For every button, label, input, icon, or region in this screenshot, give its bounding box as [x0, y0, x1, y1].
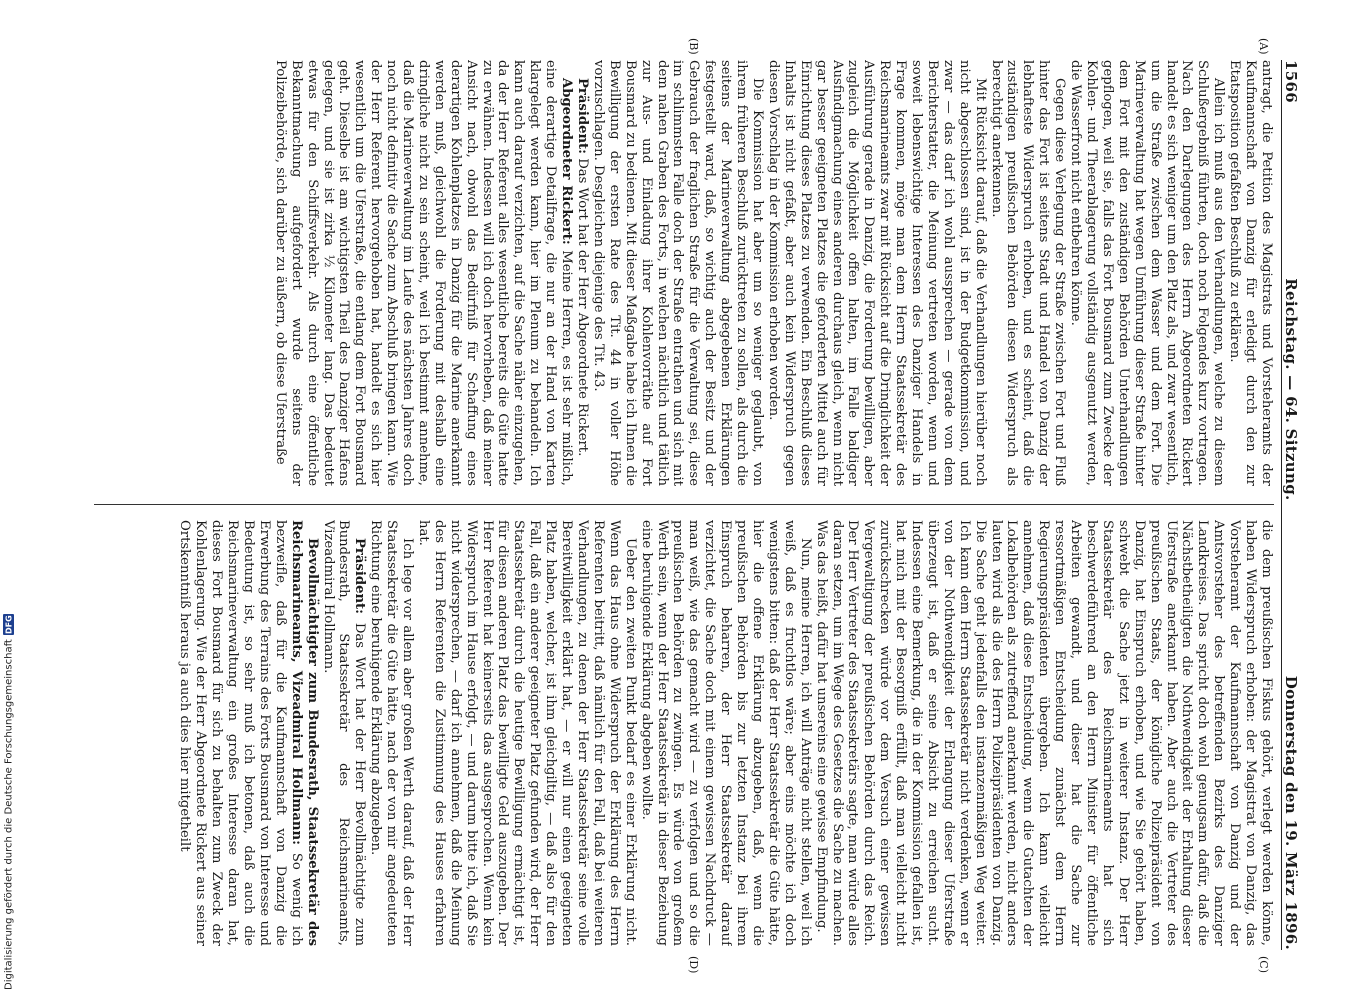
- margin-mark-b: (B): [687, 38, 700, 55]
- margin-mark-a: (A): [1257, 38, 1270, 55]
- text-paragraph: die dem preußischen Fiskus gehört, verlegt werden könne, haben Widerspruch erhoben: der Magistrat von Danzig, das Vorsteheramt der Kaufmannschaft von Danzig und der Amtsvorsteher des betreffenden Bezirks des Danziger Landkreises. Das spricht doch wohl genugsam dafür, daß die Nächstbetheiligten die Nothwendigkeit der Erhaltung dieser Uferstraße anerkannt haben. Aber auch die Vertreter des preußischen Staats, der königliche Polizeipräsident von Danzig, hat Einspruch erhoben, und wie Sie gehört haben, schwebt die Sache jetzt in weiterer Instanz. Der Herr Staatssekretär des Reichsmarineamts hat sich beschwerdeführend an den Herrn Minister für öffentliche Arbeiten gewandt, und dieser hat die Sache zur ressortmäßigen Entscheidung zunächst dem Herrn Regierungspräsidenten übergeben. Ich kann vielleicht annehmen, daß diese Entscheidung, wenn die Gutachten der Lokalbehörden als zutreffend anerkannt werden, nicht anders lauten wird als die des Herrn Polizeipräsidenten von Danzig. Die Sache geht jedenfalls den instanzenmäßigen Weg weiter. Ich kann dem Herrn Staatssekretär nicht verdenken, wenn er von der Nothwendigkeit der Erlangung dieser Uferstraße überzeugt ist, daß er seine Absicht zu erreichen sucht. Indessen eine Bemerkung, die in der Kommission gefallen ist, hat mich mit der Besorgniß erfüllt, daß man vielleicht nicht zurückschrecken würde vor dem Versuch einer gewissen Vergewaltigung der preußischen Behörden durch das Reich. Der Herr Vertreter des Staatssekretärs sagte, man würde alles daran setzen, um im Wege des Gesetzes die Sache zu machen. Was das heißt, dafür hat unsereins eine gewisse Empfindung.: [813, 520, 1274, 946]
- margin-mark-d: (D): [687, 956, 700, 974]
- column-divider: [94, 504, 1274, 505]
- speech-text: Meine Herren, es ist sehr mißlich, eine derartige Detailfrage, die nur an der Hand von Karten klargelegt werden kann, hier im Plenum zu behandeln. Ich kann auch darauf verzichten, auf die Sache näher einzugehen, da der Herr Referent alles wesentliche bereits die Güte hatte zu erwähnen. Indessen will ich doch hervorheben, daß meiner Ansicht nach, obwohl das Bedürfniß für Schaffung eines derartigen Kohlenplatzes in Danzig für die Marine anerkannt werden muß, gleichwohl die Forderung mit deshalb eine dringliche nicht zu sein scheint, weil ich bestimmt annehme, daß die Marineverwaltung im Laufe des nächsten Jahres doch noch nicht definitiv die Sache zum Abschluß bringen kann. Wie der Herr Referent hervorgehoben hat, handelt es sich hier wesentlich um die Uferstraße, die entlang dem Fort Bousmard geht. Dieselbe ist am wichtigsten Theil des Danziger Hafens gelegen, und sie ist zirka ½ Kilometer lang. Das bedeutet etwas für den Schiffsverkehr. Als durch eine öffentliche Bekanntmachung aufgefordert wurde seitens der Polizeibehörde, sich darüber zu äußern, ob diese Uferstraße: [272, 60, 575, 486]
- right-column: [94, 520, 1274, 946]
- speaker-name: Präsident:: [575, 78, 591, 155]
- text-paragraph: Ueber den zweiten Punkt bedarf es einer Erklärung nicht. Wenn das Haus ohne Widerspruch der Erklärung des Herrn Referenten beitritt, daß nämlich für den Fall, daß bei weiteren Verhandlungen, zu denen der Herr Staatssekretär seine volle Bereitwilligkeit erklärt hat, — er will nur einen geeigneten Platz haben, welcher, ist ihm gleichgiltig, — daß also für den Fall, daß ein anderer geeigneter Platz gefunden wird, der Herr Staatssekretär durch die heutige Bewilligung ermächtigt ist, für diesen anderen Platz das bewilligte Geld auszugeben. Der Herr Referent hat keinerseits das ausgesprochen. Wenn kein Widerspruch im Hause erfolgt, — und darum bitte ich, daß Sie nicht widersprechen, — darf ich annehmen, daß die Meinung des Herrn Referenten die Zustimmung des Hauses erfahren hat.: [415, 520, 638, 946]
- speaker-name: Abgeordneter Rickert:: [559, 78, 575, 245]
- session-title: Reichstag. — 64. Sitzung.: [1282, 278, 1300, 501]
- speaker-name: Präsident:: [352, 538, 368, 615]
- speech-text: So wenig ich bezweifle, daß für die Kaufmannschaft von Danzig die Erwerbung des Terrains des Forts Bousmard von Interesse und Bedeutung ist, so sehr muß ich betonen, daß auch die Reichsmarineverwaltung ein großes Interesse daran hat, dieses Fort Bousmard für sich zu behalten zum Zweck der Kohlenlagerung. Wie der Herr Abgeordnete Rickert aus seiner Ortskenntniß heraus ja auch dies hier mitgetheilt: [177, 520, 304, 946]
- speech-paragraph: [272, 60, 574, 486]
- speech-paragraph: [320, 520, 368, 946]
- text-paragraph: antragt, die Petition des Magistrats und Vorsteheramts der Kaufmannschaft von Danzig für erledigt durch den zur Etatsposition gefaßten Beschluß zu erklären.: [1227, 60, 1274, 486]
- speech-text: Das Wort hat der Herr Bevollmächtigte zum Bundesrath, Staatssekretär des Reichsmarineamts, Vizeadmiral Hollmann.: [320, 520, 368, 946]
- text-paragraph: Gegen diese Verlegung der Straße zwischen Fort und Fluß hinter das Fort ist seitens Stadt und Handel von Danzig der lebhafteste Widerspruch erhoben, und es scheint, daß die zuständigen preußischen Behörden diesen Widerspruch als berechtigt anerkennen.: [988, 60, 1068, 486]
- speaker-name: Bevollmächtigter zum Bundesrath, Staatssekretär des Reichsmarineamts, Vizeadmiral Hollmann:: [288, 520, 320, 946]
- speech-paragraph: [176, 520, 319, 946]
- margin-mark-c: (C): [1257, 956, 1270, 973]
- rotated-newspaper-sheet: [80, 38, 1310, 974]
- text-paragraph: Nun, meine Herren, ich will Anträge nicht stellen, weil ich weiß, daß es fruchtlos wäre; aber eins möchte ich doch wenigstens bitten: daß der Herr Staatssekretär die Güte hätte, hier die offene Erklärung abzugeben, daß, wenn die preußischen Behörden bis zur letzten Instanz bei ihrem Einspruch beharren, der Herr Staatssekretär darauf verzichtet, die Sache doch mit einem gewissen Nachdruck — man weiß, wie das gemacht wird — zu verfolgen und so die preußischen Behörden zu zwingen. Es würde von großem Werth sein, wenn der Herr Staatssekretär in dieser Beziehung eine beruhigende Erklärung abgeben wollte.: [638, 520, 813, 946]
- session-date: Donnerstag den 19. März 1896.: [1282, 675, 1300, 950]
- speech-text: Das Wort hat der Herr Abgeordnete Rickert.: [575, 154, 591, 457]
- page-number: 1566: [1282, 60, 1300, 103]
- dfg-logo: DFG: [4, 615, 14, 635]
- text-paragraph: Die Kommission hat aber um so weniger geglaubt, von ihrem früheren Beschluß zurücktreten zu sollen, als durch die seitens der Marineverwaltung abgegebenen Erklärungen festgestellt ward, daß, so wichtig auch der Besitz und der Gebrauch der fraglichen Straße für die Verwaltung sei, diese im schlimmsten Falle doch der Straße entrathen und sich mit dem nahen Graben des Forts, in welchen nächtlich und tätlich zur Aus- und Einladung ihrer Kohlenvorräthe auf Fort Bousmard zu bedienen. Mit dieser Maßgabe habe ich Ihnen die Bewilligung der ersten Rate des Tit. 44 in voller Höhe vorzuschlagen. Desgleichen diejenige des Tit. 43.: [590, 60, 765, 486]
- credit-text: Digitalisierung gefördert durch die Deutsche Forschungsgemeinschaft: [3, 639, 15, 990]
- left-column: [94, 60, 1274, 486]
- text-paragraph: Allein ich muß aus den Verhandlungen, welche zu diesem Schlußergebniß führten, doch noch Folgendes kurz vortragen. Nach den Darlegungen des Herrn Abgeordneten Rickert handelt es sich weniger um den Platz als, und zwar wesentlich, um die Straße zwischen dem Wasser und dem Fort. Die Marineverwaltung hat wegen Umführung dieser Straße hinter dem Fort mit den zuständigen Behörden Unterhandlungen gepflogen, weil sie, falls das Fort Bousmard zum Zwecke der Kohlen- und Theerablagerung vollständig ausgenutzt werden, die Wasserfront nicht entbehren könne.: [1068, 60, 1227, 486]
- running-head: [1281, 60, 1310, 950]
- text-paragraph: Ich lege vor allem aber großen Werth darauf, daß der Herr Staatssekretär die Güte hätte, nach der von mir angedeuteten Richtung eine beruhigende Erklärung abzugeben.: [368, 520, 416, 946]
- text-paragraph: Mit Rücksicht darauf, daß die Verhandlungen hierüber noch nicht abgeschlossen sind, ist in der Budgetkommission, und zwar — das darf ich wohl aussprechen — gerade von dem Berichterstatter, die Meinung vertreten worden, wenn und soweit lebenswichtige Interessen des Danziger Handels in Frage kommen, möge man dem Herrn Staatssekretär des Reichsmarineamts zwar mit Rücksicht auf die Dringlichkeit der Ausführung gerade in Danzig, die Forderung bewilligen, aber zugleich die Möglichkeit offen halten, im Falle baldiger Ausfindigmachung eines anderen durchaus gleich, wenn nicht gar besser geeigneten Platzes die geforderten Mittel auch für Einrichtung dieses Platzes zu verwenden. Ein Beschluß dieses Inhalts ist nicht gefaßt, aber auch kein Widerspruch gegen diesen Vorschlag in der Kommission erhoben worden.: [765, 60, 988, 486]
- speech-paragraph: [574, 60, 590, 486]
- digitization-credit: [2, 600, 16, 990]
- page: [80, 38, 1310, 974]
